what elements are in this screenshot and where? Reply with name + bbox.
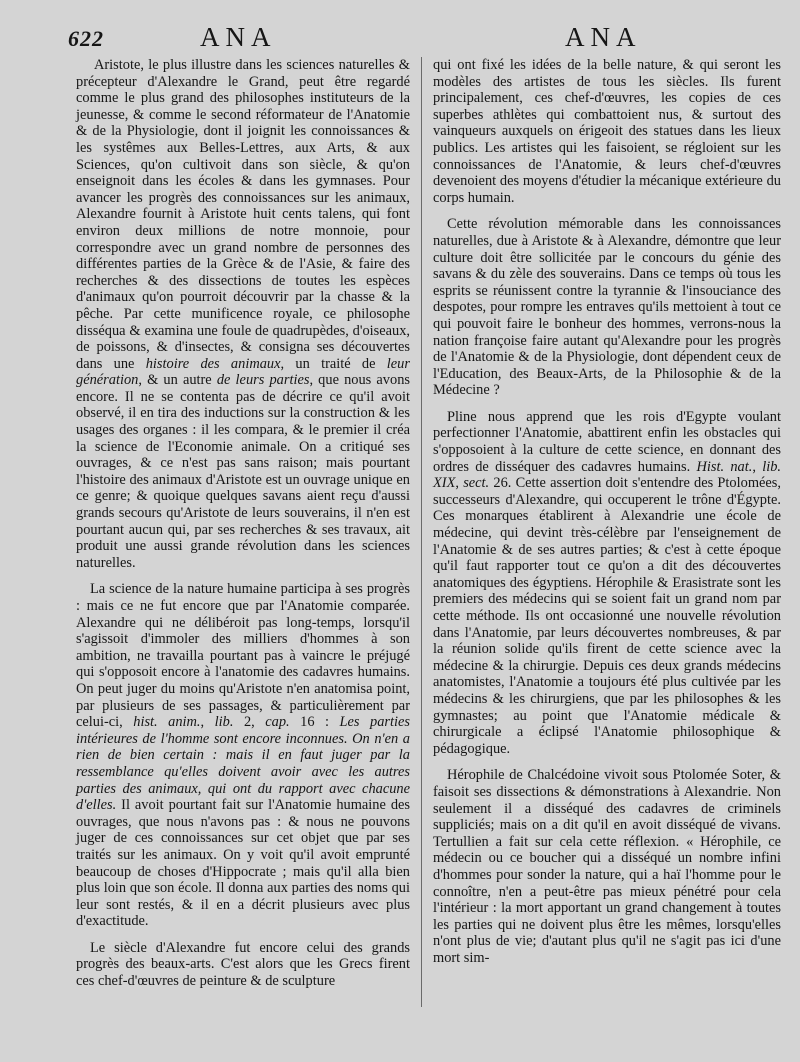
text-run: , bbox=[200, 714, 215, 731]
text-run: 2, bbox=[233, 714, 266, 731]
paragraph bbox=[433, 767, 781, 966]
italic-text: lib. XIX bbox=[433, 458, 781, 492]
running-head-right: ANA bbox=[565, 22, 642, 52]
text-run: , que nous avons encore. Il ne se contenta pas de décrire ce qu'il avoit observé, il en tira des inductions sur la construction & les usages des organes : il les compara, & le premier il créa la science de l'Economie animale. On a critiqué ses ouvrages, & ce n'est pas sans raison; mais pourtant l'histoire des animaux d'Aristote est un ouvrage unique en ce genre; & quoique quelques savans aient reçu d'aussi grands secours qu'Aristote de leurs souverains, il n'en est pourtant aucun qui, par ses recherches & ses travaux, ait produit une aussi grande révolution dans les sciences naturelles. bbox=[76, 372, 410, 571]
column-divider bbox=[421, 57, 422, 1007]
text-run: Le siècle d'Alexandre fut encore celui des grands progrès des beaux-arts. C'est alors que les Grecs firent ces chef-d'œuvres de peinture & de sculpture bbox=[76, 939, 410, 990]
right-column bbox=[433, 57, 781, 966]
paragraph bbox=[433, 216, 781, 399]
italic-text: histoire des animaux bbox=[145, 355, 281, 372]
italic-text: cap. bbox=[265, 714, 290, 731]
text-run: , bbox=[752, 458, 763, 475]
text-run: Pline nous apprend que les rois d'Egypte voulant perfectionner l'Anatomie, abattirent enfin les obstacles qui s'opposoient à la culture de cette science, en donnant des ordres de disséquer des cadavres humains. bbox=[433, 408, 781, 475]
paragraph bbox=[76, 940, 410, 990]
text-run: , & un autre bbox=[138, 372, 217, 389]
italic-text: Hist. nat. bbox=[696, 458, 753, 475]
italic-text: sect. bbox=[463, 475, 490, 492]
running-head-left: ANA bbox=[200, 22, 277, 52]
italic-text: lib. bbox=[214, 714, 234, 731]
paragraph bbox=[433, 409, 781, 757]
page-header bbox=[0, 22, 800, 52]
text-run: , bbox=[455, 475, 464, 492]
text-run: Aristote, le plus illustre dans les sciences naturelles & précepteur d'Alexandre le Grand, peut être regardé comme le plus grand des philosophes instituteurs de la jeunesse, & comme le second réformateur de l'Anatomie & de la Physiologie, dont il joignit les connoissances & les systêmes aux Belles-Lettres, aux Arts, & aux Sciences, qu'on cultivoit dans son siècle, & qu'on enseignoit dans les écoles & dans les gymnases. Pour avancer les progrès des connoissances sur les animaux, Alexandre fournit à Aristote huit cents talens, qui font environ deux millions de notre monnoie, pour correspondre avec un grand nombre de personnes des différentes parties de la Grèce & de l'Asie, & faire des recherches & des dissections de toutes les espèces d'animaux qu'on pourroit découvrir par la chasse & la pêche. Par cette munificence royale, ce philosophe disséqua & examina une foule de quadrupèdes, d'oiseaux, de poissons, & d'insectes, & consigna ses découvertes dans une bbox=[76, 57, 410, 372]
text-run: , un traité de bbox=[280, 355, 387, 372]
text-run: La science de la nature humaine participa à ses progrès : mais ce ne fut encore que par l'Anatomie comparée. Alexandre qui ne délibéroit pas long-temps, lorsqu'il s'agissoit d'immoler des milliers d'hommes à son ambition, ne travailla pourtant pas à vaincre le préjugé qui s'opposoit encore à l'anatomie des cadavres humains. On peut juger du moins qu'Aristote n'en anatomisa point, par plusieurs de ses passages, & particulièrement par celui-ci, bbox=[76, 581, 410, 731]
paragraph bbox=[433, 57, 781, 206]
left-column bbox=[76, 57, 410, 990]
text-run: qui ont fixé les idées de la belle nature, & qui seront les modèles des artistes de tous les siècles. Ils furent principalement, ces chef-d'œuvres, les copies de ces superbes athlètes qui combattoient nus, & surtout des vainqueurs auxquels on érigeoit des statues dans les lieux publics. Les artistes qui les faisoient, se régloient sur les connoissances de l'Anatomie, & leurs chef-d'œuvres devenoient des moyens d'étudier la mécanique extérieure du corps humain. bbox=[433, 57, 781, 206]
italic-text: Les parties intérieures de l'homme sont encore inconnues. On n'en a rien de bien certain : mais il en faut juger par la ressemblance qu'elles doivent avoir avec les autres parties des animaux, qui ont du rapport avec chacune d'elles. bbox=[76, 714, 410, 814]
paragraph bbox=[76, 57, 410, 571]
text-run: 26. Cette assertion doit s'entendre des Ptolomées, successeurs d'Alexandre, qui occuperent le trône d'Égypte. Ces monarques établirent à Alexandrie une école de médecine, qui devint très-célèbre par l'enseignement de l'Anatomie & de ses autres parties; & c'est à cette époque qu'il faut rapporter tout ce qu'on a dit des découvertes anatomiques des égyptiens. Hérophile & Erasistrate sont les premiers des médecins qui se soient fait un grand nom par cette méthode. Ils ont occasionné une nouvelle révolution dans l'Anatomie, par leurs découvertes nombreuses, & par la réunion solide qu'ils firent de cette science avec la médecine & la chirurgie. Depuis ces deux grands médecins anatomistes, l'Anatomie a toujours été plus cultivée par les médecins & les chirurgiens, que par les philosophes & les gymnastes; au point que l'Anatomie médicale & chirurgicale a éclipsé l'Anatomie philosophique & pédagogique. bbox=[433, 475, 781, 757]
text-run: Il avoit pourtant fait sur l'Anatomie humaine des ouvrages, que nous n'avons pas : & nous ne pouvons juger de ces connoissances sur cet objet que par ses traités sur les animaux. On y voit qu'il avoit emprunté beaucoup de choses d'Hippocrate ; mais qu'il alla bien plus loin que son école. Il donna aux parties des noms qui leur sont restés, & il en a décrit plusieurs avec plus d'exactitude. bbox=[76, 797, 410, 930]
paragraph bbox=[76, 581, 410, 929]
text-run: Cette révolution mémorable dans les connoissances naturelles, due à Aristote & à Alexandre, démontre que leur culture doit être sollicitée par le concours du génie des savans & du zèle des souverains. Dans ce temps où tous les esprits se réunissent contre la tyrannie & l'insouciance des despotes, pour rompre les entraves qu'ils mettoient à tout ce qui pouvoit faire le bonheur des hommes, verrons-nous la nation françoise faire autant qu'Alexandre pour les progrès de l'Anatomie & de la Physiologie, dont dépendent ceux de l'Education, des Beaux-Arts, de la Philosophie & de la Médecine ? bbox=[433, 216, 781, 399]
page-number: 622 bbox=[68, 26, 104, 51]
italic-text: hist. anim. bbox=[133, 714, 201, 731]
italic-text: de leurs parties bbox=[216, 372, 310, 389]
italic-text: leur génération bbox=[76, 355, 410, 389]
text-run: Hérophile de Chalcédoine vivoit sous Ptolomée Soter, & faisoit ses dissections & démonstrations à Alexandrie. Non seulement il a disséqué des cadavres de criminels suppliciés; mais on a dit qu'il en avoit disséqué de vivans. Tertullien a fait sur cela cette réflexion. « Hérophile, ce médecin ou ce boucher qui a disséqué un nombre infini d'hommes pour sonder la nature, qui a haï l'homme pour le connoître, n'en a peut-être pas mieux pénétré pour cela l'intérieur : la mort apportant un grand changement à toutes les parties qui ne doivent plus être les mêmes, lorsqu'elles n'ont plus de vie; d'autant plus qu'il ne s'agit pas ici d'une mort sim- bbox=[433, 767, 781, 966]
text-run: 16 : bbox=[289, 714, 340, 731]
